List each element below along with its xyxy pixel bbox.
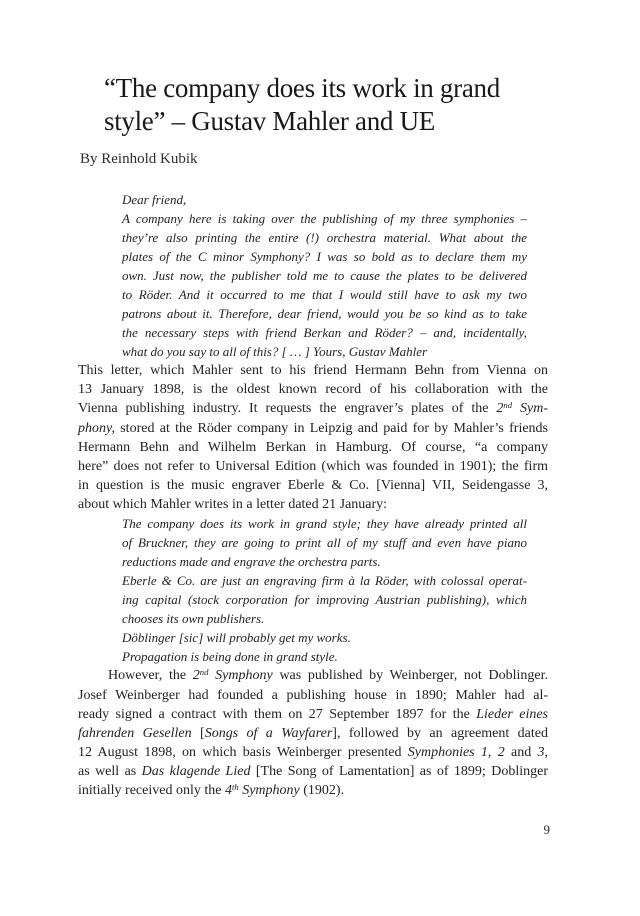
text-runs [78, 707, 548, 722]
text-run: as well as [78, 764, 142, 779]
text-run: [The Song of Lamentation] as of 1899; Doblinger [250, 764, 548, 779]
text-runs [108, 668, 548, 683]
text-line [78, 686, 548, 705]
text-run: Lieder eines [476, 707, 548, 722]
text-runs [122, 611, 264, 626]
text-run: However, the [108, 668, 193, 683]
commentary-paragraph-2 [78, 666, 548, 801]
text-run: here” does not refer to Universal Edition (which was founded in 1901); the firm [78, 459, 548, 474]
text-line [78, 781, 548, 801]
text-run: Songs of a Wayfarer [204, 726, 333, 741]
text-runs [78, 459, 548, 474]
text-run: fahrenden Gesellen [78, 726, 192, 741]
text-line [122, 514, 527, 533]
text-runs [78, 421, 548, 436]
text-runs [78, 688, 548, 703]
text-run: nd [199, 667, 209, 678]
text-run: ready signed a contract with them on 27 September 1897 for the [78, 707, 477, 722]
text-run: Symphony [238, 783, 300, 798]
text-run: 4 [224, 783, 232, 798]
text-runs [78, 478, 548, 493]
text-line [122, 533, 527, 552]
text-run: own. Just now, the publisher told me to cause the plates to be delivered [122, 268, 527, 283]
chapter-title-line2: style” – Gustav Mahler and UE [104, 106, 435, 136]
text-run: Döblinger [sic] will probably get my works. [122, 630, 351, 645]
text-run: they’re also printing the entire (!) orchestra material. What about the [122, 230, 527, 245]
text-run: Josef Weinberger had founded a publishing house in 1890; Mahler had al- [78, 688, 548, 703]
text-run: phony, [78, 421, 115, 436]
text-line [122, 304, 527, 323]
text-line [122, 323, 527, 342]
text-run: , [544, 745, 548, 760]
text-runs [122, 211, 527, 226]
text-line [78, 705, 548, 724]
text-run: in question is the music engraver Eberle & Co. [Vienna] VII, Seidengasse 3, [78, 478, 548, 493]
text-runs [122, 535, 527, 550]
text-line [122, 609, 527, 628]
text-runs [78, 401, 548, 416]
text-run: reductions made and engrave the orchestra parts. [122, 554, 381, 569]
text-run: about which Mahler writes in a letter dated 21 January: [78, 497, 388, 512]
text-line [78, 457, 548, 476]
text-line [122, 247, 527, 266]
text-runs [122, 516, 527, 531]
text-line [78, 419, 548, 438]
text-runs [122, 649, 338, 664]
chapter-title-line1: “The company does its work in grand [104, 73, 500, 103]
text-run: th [231, 782, 239, 793]
text-line [122, 342, 527, 361]
text-runs [78, 440, 548, 455]
text-line [78, 762, 548, 781]
text-run: the necessary steps with friend Berkan and Röder? – and, incidentally, [122, 325, 527, 340]
text-line [78, 438, 548, 457]
text-run: initially received only the [78, 783, 225, 798]
text-run: Das klagende Lied [141, 764, 251, 779]
text-run: 3 [537, 745, 545, 760]
page-number: 9 [543, 822, 550, 837]
text-runs [122, 325, 527, 340]
text-line [78, 724, 548, 743]
text-run: (1902). [299, 783, 345, 798]
text-runs [78, 745, 548, 760]
text-line [78, 361, 548, 380]
text-runs [122, 344, 427, 359]
text-run: Symphonies 1, 2 [407, 745, 505, 760]
text-runs [78, 783, 344, 798]
text-run: Eberle & Co. are just an engraving firm à la Röder, with colossal operat- [122, 573, 527, 588]
text-runs [78, 497, 387, 512]
text-line [122, 266, 527, 285]
text-runs [122, 592, 527, 607]
text-runs [122, 554, 381, 569]
text-run: to Röder. And it occurred to me that I would still have to ask my two [122, 287, 527, 302]
text-runs [122, 192, 186, 207]
text-runs [78, 363, 548, 378]
commentary-paragraph-1 [78, 361, 548, 514]
text-line [122, 190, 527, 209]
letter-quote-21-january [122, 514, 527, 666]
text-run: 12 August 1898, on which basis Weinberger presented [78, 745, 408, 760]
text-line [78, 476, 548, 495]
text-run: nd [503, 400, 513, 411]
text-runs [122, 230, 527, 245]
text-runs [122, 573, 527, 588]
text-runs [122, 630, 351, 645]
text-run: Sym- [512, 401, 548, 416]
text-runs [122, 249, 527, 264]
text-runs [122, 268, 527, 283]
text-runs [122, 287, 527, 302]
text-line [122, 647, 527, 666]
text-run: stored at the Röder company in Leipzig and paid for by Mahler’s friends [114, 421, 548, 436]
text-line [78, 380, 548, 399]
text-run: was published by Weinberger, not Doblinger. [272, 668, 549, 683]
text-run: [ [191, 726, 205, 741]
text-line [78, 743, 548, 762]
text-runs [122, 306, 527, 321]
text-run: chooses its own publishers. [122, 611, 265, 626]
text-line [122, 552, 527, 571]
text-line [122, 209, 527, 228]
text-run: 2 [192, 668, 200, 683]
author-byline: By Reinhold Kubik [80, 151, 198, 167]
text-run: plates of the C minor Symphony? I was so bold as to declare them my [122, 249, 527, 264]
text-run: what do you say to all of this? [ … ] Yours, Gustav Mahler [122, 344, 428, 359]
text-runs [78, 382, 548, 397]
text-run: Dear friend, [122, 192, 187, 207]
text-run: Propagation is being done in grand style. [122, 649, 338, 664]
letter-quote-1898 [122, 190, 527, 361]
chapter-title [104, 72, 548, 138]
text-line [122, 285, 527, 304]
text-run: ], followed by an agreement dated [332, 726, 548, 741]
text-line [78, 399, 548, 419]
text-run: ing capital (stock corporation for improving Austrian publishing), which [122, 592, 527, 607]
text-run: The company does its work in grand style; they have already printed all [122, 516, 527, 531]
text-runs [78, 726, 548, 741]
text-line [78, 495, 548, 514]
text-run: A company here is taking over the publishing of my three symphonies – [122, 211, 527, 226]
text-run: of Bruckner, they are going to print all of my stuff and even have piano [122, 535, 527, 550]
text-run: 2 [496, 401, 504, 416]
text-run: and [504, 745, 538, 760]
text-line [122, 228, 527, 247]
text-run: Hermann Behn and Wilhelm Berkan in Hamburg. Of course, “a company [78, 440, 548, 455]
text-line [122, 628, 527, 647]
text-run: 13 January 1898, is the oldest known record of his collaboration with the [78, 382, 548, 397]
text-line [78, 666, 548, 686]
text-run: This letter, which Mahler sent to his friend Hermann Behn from Vienna on [78, 363, 548, 378]
text-run: Vienna publishing industry. It requests the engraver’s plates of the [78, 401, 497, 416]
text-runs [78, 764, 548, 779]
text-run: Symphony [208, 668, 273, 683]
text-line [122, 571, 527, 590]
text-line [122, 590, 527, 609]
text-run: patrons about it. Therefore, dear friend, would you be so kind as to take [122, 306, 527, 321]
